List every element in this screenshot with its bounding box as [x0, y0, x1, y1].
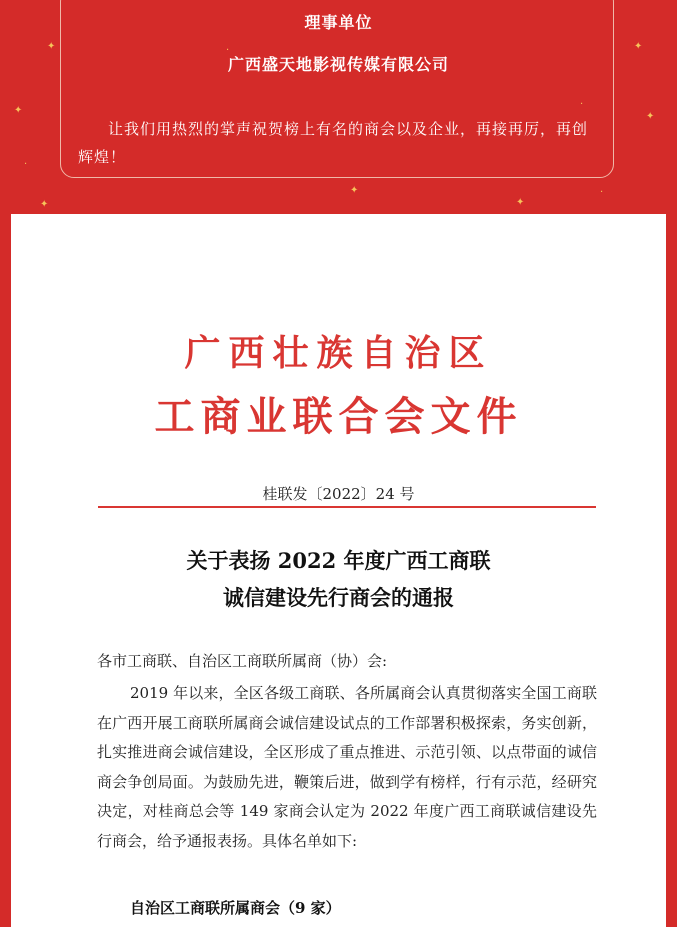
sparkle-decoration: ✦ [40, 199, 49, 210]
document-title-line2: 诚信建设先行商会的通报 [223, 585, 454, 610]
red-divider-line [98, 506, 596, 508]
document-header-line2: 工商业联合会文件 [154, 393, 523, 440]
sparkle-decoration: ✦ [47, 41, 56, 52]
sparkle-decoration: · [580, 99, 584, 110]
banner-title: 理事单位 [304, 13, 373, 32]
document-header-line1: 广西壮族自治区 [184, 332, 493, 374]
banner-message: 让我们用热烈的掌声祝贺榜上有名的商会以及企业，再接再厉，再创辉煌！ [78, 120, 589, 166]
body-paragraph: 2019 年以来，全区各级工商联、各所属商会认真贯彻落实全国工商联在广西开展工商联所属商会诚信建设试点的工作部署积极探索，务实创新，扎实推进商会诚信建设，全区形成了重点推进、示范引领、以点带面的诚信商会争创局面。为鼓励先进，鞭策后进，做到学有榜样，行有示范，经研究决定，对桂商总会等 149 家商会认定为 2022 年度广西工商联诚信建设先行商会，给予通报表扬。具体名单如下: [97, 684, 597, 850]
section-heading: 自治区工商联所属商会（9 家） [130, 899, 341, 917]
sparkle-decoration: · [24, 159, 28, 170]
salutation: 各市工商联、自治区工商联所属商（协）会: [97, 652, 388, 670]
sparkle-decoration: ✦ [516, 197, 525, 208]
banner-company-name: 广西盛天地影视传媒有限公司 [227, 55, 449, 74]
sparkle-decoration: ✦ [14, 105, 23, 116]
sparkle-decoration: ✦ [350, 185, 359, 196]
sparkle-decoration: ✦ [646, 111, 655, 122]
sparkle-decoration: · [226, 45, 230, 56]
document-title-line1: 关于表扬 2022 年度广西工商联 [186, 548, 491, 573]
document-number: 桂联发〔2022〕24 号 [262, 485, 415, 503]
sparkle-decoration: · [600, 187, 604, 198]
sparkle-decoration: ✦ [634, 41, 643, 52]
